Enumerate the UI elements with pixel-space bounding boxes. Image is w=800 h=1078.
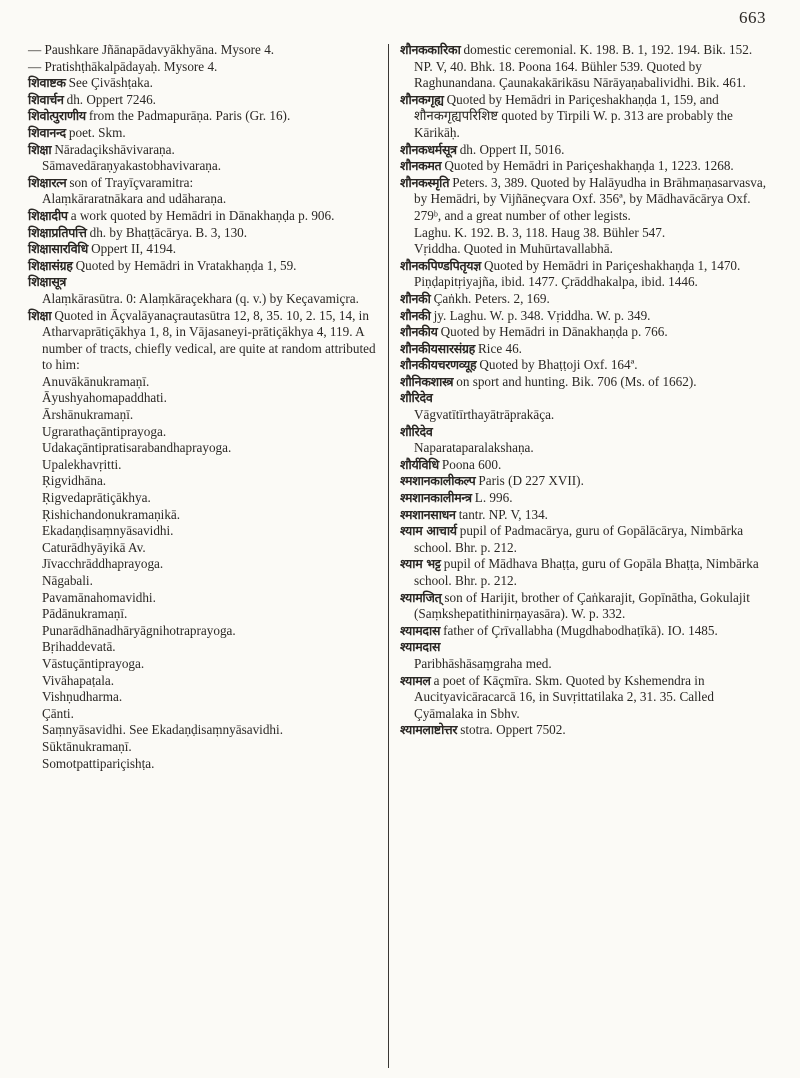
entry-subline: Vivāhapaṭala. (42, 672, 115, 688)
entry-text: poet. Skm. (68, 124, 126, 140)
entry-headword: श्मशानकालीकल्प (400, 473, 476, 489)
entry-subline: Punarādhānadhāryāgnihotraprayoga. (42, 622, 236, 638)
dictionary-entry (400, 324, 770, 341)
entry-headword: शौनिकशास्त्र (400, 373, 454, 389)
entry-text: — Pratishṭhākalpādayaḥ. Mysore 4. (28, 58, 218, 74)
entry-headword: शौनकधर्मसूत्र (400, 141, 457, 157)
dictionary-entry (28, 75, 382, 92)
entry-headword: शिक्षासंग्रह (28, 257, 73, 273)
entry-headword: शौरिदेव (400, 390, 433, 406)
entry-headword: शौनकी (400, 307, 431, 323)
entry-subline: Ṛishichandonukramaṇikā. (42, 506, 181, 522)
dictionary-entry (28, 92, 382, 109)
entry-headword: शिक्षादीप (28, 207, 68, 223)
entry-text: Quoted by Hemādri in Pariçeshakhaṇḍa 1, 1223. 1268. (444, 158, 734, 174)
entry-subline: Sāmavedāraṇyakastobhavivaraṇa. (42, 158, 222, 174)
entry-subline: Caturādhyāyikā Av. (42, 539, 146, 555)
dictionary-entry (28, 42, 382, 59)
entry-headword: श्यामल (400, 672, 431, 688)
entry-subline: Āyushyahomapaddhati. (42, 390, 167, 406)
dictionary-entry (28, 175, 382, 192)
dictionary-entry (28, 308, 382, 374)
dictionary-entry (400, 175, 770, 225)
dictionary-entry (400, 390, 770, 407)
entry-headword: शौनकी (400, 290, 431, 306)
entry-headword: शिक्षासूत्र (28, 274, 67, 290)
entry-subline: Ārshānukramaṇī. (42, 407, 134, 423)
entry-subline: Nāgabali. (42, 573, 93, 588)
entry-text: stotra. Oppert 7502. (460, 722, 566, 738)
entry-text: Paris (D 227 XVII). (478, 473, 584, 489)
dictionary-entry (28, 241, 382, 258)
entry-headword: शौनकीयचरणव्यूह (400, 357, 477, 373)
entry-subline: Jīvacchrāddhaprayoga. (42, 556, 164, 572)
entry-headword: श्यामलाष्टोत्तर (400, 722, 458, 738)
dictionary-entry (28, 225, 382, 242)
dictionary-entry (400, 92, 770, 142)
entry-headword: श्यामदास (400, 622, 441, 638)
entry-subline: Naparataparalakshaṇa. (414, 440, 534, 456)
entry-headword: शौनकपिण्डपितृयज्ञ (400, 257, 481, 273)
dictionary-entry (400, 523, 770, 556)
right-column (400, 42, 770, 739)
dictionary-entry (400, 457, 770, 474)
entry-subline: Alaṃkāraratnākara and udāharaṇa. (42, 191, 227, 207)
dictionary-entry (400, 722, 770, 739)
entry-headword: शौनकीयसारसंग्रह (400, 340, 476, 356)
dictionary-entry (400, 142, 770, 159)
dictionary-entry (400, 490, 770, 507)
entry-headword: शिवाष्टक (28, 75, 66, 91)
entry-text: Çaṅkh. Peters. 2, 169. (433, 290, 550, 306)
entry-subline: Vāgvatītīrthayātrāprakāça. (414, 407, 555, 423)
dictionary-entry (400, 158, 770, 175)
entry-text: Quoted by Hemādri in Pariçeshakhaṇḍa 1, 159, and शौनकगृह्यपरिशिष्ट quoted by Tirpili W. p. 313 are probably the Kārikāḥ. (414, 91, 733, 140)
entry-subline: Alaṃkārasūtra. 0: Alaṃkāraçekhara (q. v.) by Keçavamiçra. (42, 290, 359, 306)
entry-text: a work quoted by Hemādri in Dānakhaṇḍa p. 906. (70, 207, 335, 223)
dictionary-entry (28, 59, 382, 76)
entry-text: See Çivāshṭaka. (68, 75, 153, 91)
entry-subline: Saṃnyāsavidhi. See Ekadaṇḍisaṃnyāsavidhi. (42, 722, 283, 738)
entry-text: from the Padmapurāṇa. Paris (Gr. 16). (88, 108, 291, 124)
entry-headword: शिवार्चन (28, 91, 64, 107)
entry-text: pupil of Mādhava Bhaṭṭa, guru of Gopāla Bhaṭṭa, Nimbārka school. Bhr. p. 212. (414, 556, 759, 588)
dictionary-entry (28, 125, 382, 142)
entry-subline: Vāstuçāntiprayoga. (42, 655, 145, 671)
entry-subline: Sūktānukramaṇī. (42, 738, 132, 754)
dictionary-entry (28, 142, 382, 159)
entry-text: on sport and hunting. Bik. 706 (Ms. of 1662). (456, 373, 697, 389)
entry-headword: श्याम आचार्य (400, 523, 457, 539)
entry-text: Nāradaçikshāvivaraṇa. (54, 141, 175, 157)
dictionary-entry (400, 291, 770, 308)
dictionary-entry (400, 258, 770, 291)
entry-headword: शिवोत्पुराणीय (28, 108, 86, 124)
entry-headword: शौनककारिका (400, 42, 461, 57)
entry-subline: Udakaçāntipratisarabandhaprayoga. (42, 440, 232, 456)
entry-headword: श्यामदास (400, 639, 441, 655)
dictionary-entry (400, 374, 770, 391)
entry-text: dh. by Bhaṭṭācārya. B. 3, 130. (89, 224, 248, 240)
entry-text: Quoted by Hemādri in Vratakhaṇḍa 1, 59. (75, 257, 297, 273)
entry-text: Peters. 3, 389. Quoted by Halāyudha in Brāhmaṇasarvasva, by Hemādri, by Vijñāneçvara Oxf. 356ª, by Mādhavācārya Oxf. 279ᵇ, and a great number of other legists. (414, 174, 767, 223)
entry-headword: श्याम भट्ट (400, 556, 441, 572)
entry-text: Quoted by Bhaṭṭoji Oxf. 164ª. (479, 357, 638, 373)
dictionary-entry (400, 507, 770, 524)
dictionary-entry (400, 639, 770, 656)
entry-subline: Ugrarathaçāntiprayoga. (42, 423, 167, 439)
entry-subline: Pavamānahomavidhi. (42, 589, 156, 605)
entry-headword: शौनकस्मृति (400, 174, 450, 190)
entry-text: Oppert II, 4194. (91, 241, 177, 257)
entry-text: Poona 600. (441, 456, 502, 472)
entry-text: — Paushkare Jñānapādavyākhyāna. Mysore 4. (28, 42, 275, 57)
entry-headword: शिक्षाप्रतिपत्ति (28, 224, 87, 240)
entry-headword: शिक्षारत्न (28, 174, 67, 190)
entry-subline: Ekadaṇḍisaṃnyāsavidhi. (42, 523, 174, 539)
entry-text: pupil of Padmacārya, guru of Gopālācārya, Nimbārka school. Bhr. p. 212. (414, 523, 744, 555)
entry-text: tantr. NP. V, 134. (458, 506, 548, 522)
dictionary-entry (400, 357, 770, 374)
entry-headword: श्मशानसाधन (400, 506, 456, 522)
dictionary-entry (28, 208, 382, 225)
entry-subline: Vṛiddha. Quoted in Muhūrtavallabhā. (414, 241, 613, 257)
entry-subline: Pādānukramaṇī. (42, 606, 128, 622)
dictionary-entry (400, 341, 770, 358)
dictionary-entry (400, 42, 770, 92)
entry-text: jy. Laghu. W. p. 348. Vṛiddha. W. p. 349. (433, 307, 651, 323)
entry-subline: Vishṇudharma. (42, 689, 123, 705)
dictionary-entry (400, 623, 770, 640)
entry-subline: Anuvākānukramaṇī. (42, 373, 150, 389)
entry-headword: शौरिदेव (400, 423, 433, 439)
dictionary-entry (28, 274, 382, 291)
dictionary-entry (400, 473, 770, 490)
entry-subline: Laghu. K. 192. B. 3, 118. Haug 38. Bühler 547. (414, 224, 666, 240)
entry-text: Quoted in Āçvalāyanaçrautasūtra 12, 8, 35. 10, 2. 15, 14, in Atharvaprātiçākhya 1, 8, in Vājasaneyi-prātiçākhya 4, 119. A number of tracts, chiefly vedical, are quite at random attributed to him: (42, 307, 376, 373)
entry-headword: शिक्षासारविधि (28, 241, 89, 257)
entry-subline: Upalekhavṛitti. (42, 456, 122, 472)
dictionary-entry (400, 556, 770, 589)
entry-headword: शिक्षा (28, 141, 52, 157)
entry-text: dh. Oppert II, 5016. (459, 141, 565, 157)
page-number: 663 (739, 8, 766, 27)
dictionary-entry (400, 590, 770, 623)
entry-text: son of Harijit, brother of Çaṅkarajit, Gopīnātha, Gokulajit (Saṃkshepatithinirṇayasāra). W. p. 332. (414, 589, 750, 622)
dictionary-entry (400, 308, 770, 325)
entry-subline: Çānti. (42, 705, 74, 721)
entry-text: domestic ceremonial. K. 198. B. 1, 192. 194. Bik. 152. NP. V, 40. Bhk. 18. Poona 164. Bühler 539. Quoted by Raghunandana. Çaunakakārikāsu Nārāyaṇabalividhi. Bik. 461. (414, 42, 753, 91)
dictionary-entry (28, 258, 382, 275)
entry-text: dh. Oppert 7246. (66, 91, 156, 107)
entry-headword: शिवानन्द (28, 124, 66, 140)
entry-subline: Ṛigvidhāna. (42, 473, 107, 489)
entry-subline: Paribhāshāsaṃgraha med. (414, 655, 552, 671)
entry-subline: Somotpattipariçishṭa. (42, 755, 155, 771)
entry-headword: शौनकमत (400, 158, 442, 174)
entry-text: father of Çrīvallabha (Mugdhabodhaṭīkā). IO. 1485. (443, 622, 718, 638)
entry-headword: श्मशानकालीमन्त्र (400, 490, 472, 506)
left-column (28, 42, 382, 772)
column-divider (388, 44, 389, 1068)
entry-headword: शौनकगृह्य (400, 91, 444, 107)
dictionary-entry (400, 673, 770, 723)
entry-text: L. 996. (474, 490, 513, 506)
entry-text: Quoted by Hemādri in Pariçeshakhaṇḍa 1, 1470. Piṇḍapitṛiyajña, ibid. 1477. Çrāddhakalpa, ibid. 1446. (414, 257, 741, 290)
entry-headword: श्यामजित् (400, 589, 442, 605)
entry-headword: शिक्षा (28, 307, 52, 323)
entry-text: a poet of Kāçmīra. Skm. Quoted by Kshemendra in Aucityavicāracarcā 16, in Suvṛittatilaka 2, 31. 35. Called Çyāmalaka in Sbhv. (414, 672, 714, 721)
entry-subline: Bṛihaddevatā. (42, 639, 116, 655)
entry-subline: Ṛigvedaprātiçākhya. (42, 490, 151, 506)
entry-headword: शौनकीय (400, 324, 438, 340)
entry-headword: शौर्यविधि (400, 456, 439, 472)
dictionary-entry (28, 108, 382, 125)
entry-text: Quoted by Hemādri in Dānakhaṇḍa p. 766. (440, 324, 668, 340)
dictionary-entry (400, 424, 770, 441)
entry-text: son of Trayīçvaramitra: (69, 174, 194, 190)
entry-text: Rice 46. (478, 340, 522, 356)
